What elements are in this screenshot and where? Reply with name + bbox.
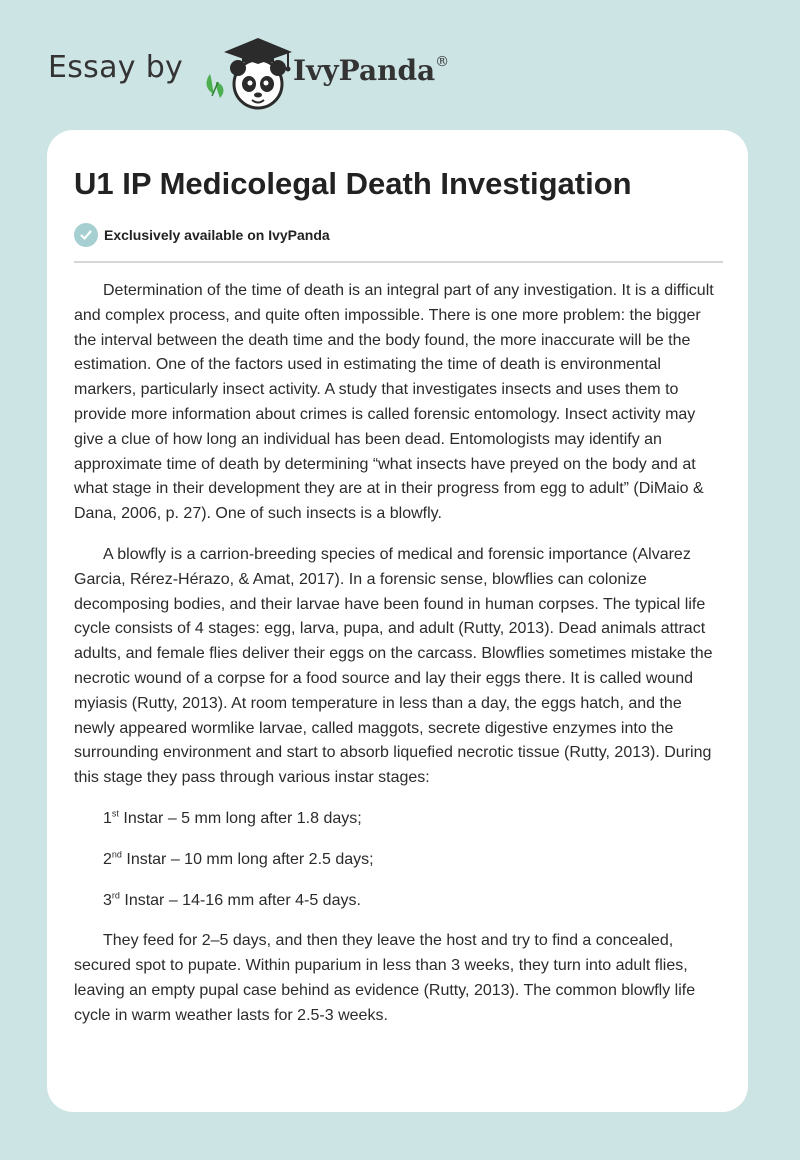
checkmark-icon [74, 223, 98, 247]
instar-number: 1 [103, 809, 112, 827]
page-title: U1 IP Medicolegal Death Investigation [74, 166, 632, 201]
essay-by-label: Essay by [48, 50, 184, 85]
brand-name[interactable] [293, 54, 449, 87]
exclusive-badge [74, 222, 330, 248]
instar-number: 3 [103, 891, 112, 909]
divider [74, 261, 723, 263]
instar-ordinal: rd [111, 890, 120, 901]
article-card [47, 130, 748, 1112]
instar-ordinal: nd [111, 849, 122, 860]
exclusive-badge-label: Exclusively available on IvyPanda [104, 227, 330, 243]
article-body [74, 279, 723, 1045]
paragraph: A blowfly is a carrion-breeding species of medical and forensic importance (Alvarez Garcia, Rérez-Hérazo, & Amat, 2017). In a forensic sense, blowflies can colonize decomposing bodies, and their larvae have been found in human corpses. The typical life cycle consists of 4 stages: egg, larva, pupa, and adult (Rutty, 2013). Dead animals attract adults, and female flies deliver their eggs on the carcass. Blowflies sometimes mistake the necrotic wound of a corpse for a food source and lay their eggs there. It is called wound myiasis (Rutty, 2013). At room temperature in less than a day, the eggs hatch, and the newly appeared wormlike larvae, called maggots, secrete digestive enzymes into the surrounding environment and start to absorb liquefied necrotic tissue (Rutty, 2013). During this stage they pass through various instar stages: [74, 545, 713, 787]
instar-item [74, 848, 723, 873]
instar-text: Instar – 10 mm long after 2.5 days; [121, 850, 374, 868]
instar-text: Instar – 5 mm long after 1.8 days; [118, 809, 362, 827]
instar-item [74, 807, 723, 832]
paragraph: They feed for 2–5 days, and then they leave the host and try to find a concealed, secured spot to pupate. Within puparium in less than 3 weeks, they turn into adult flies, leaving an empty pupal case behind as evidence (Rutty, 2013). The common blowfly life cycle in warm weather lasts for 2.5-3 weeks. [74, 932, 696, 1024]
instar-number: 2 [103, 850, 112, 868]
paragraph: Determination of the time of death is an integral part of any investigation. It is a difficult and complex process, and quite often impossible. There is one more problem: the bigger the interval between the death time and the body found, the more inaccurate will be the estimation. One of the factors used in estimating the time of death is environmental markers, particularly insect activity. A study that investigates insects and uses them to provide more information about crimes is called forensic entomology. Insect activity may give a clue of how long an individual has been dead. Entomologists may identify an approximate time of death by determining “what insects have preyed on the body and at what stage in their development they are at in their progress from egg to adult” (DiMaio & Dana, 2006, p. 27). One of such insects is a blowfly. [74, 282, 714, 523]
brand-name-text: IvyPanda [293, 54, 436, 87]
registered-mark: ® [435, 53, 450, 70]
instar-ordinal: st [111, 808, 119, 819]
instar-item [74, 889, 723, 914]
site-header [48, 32, 748, 112]
instar-text: Instar – 14-16 mm after 4-5 days. [119, 891, 361, 909]
